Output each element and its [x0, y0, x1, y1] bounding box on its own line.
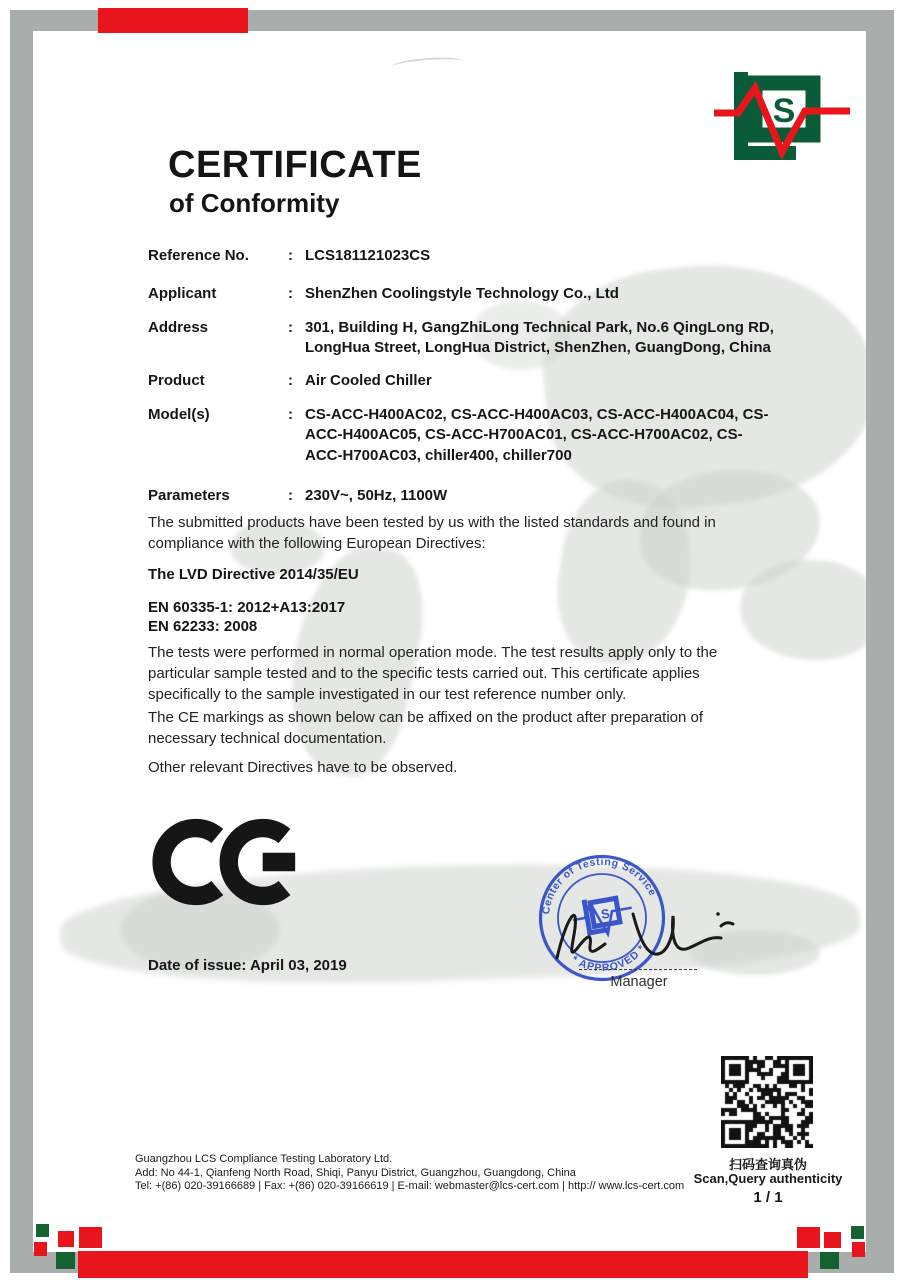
stamp-top-text: Center of Testing Service: [540, 855, 659, 916]
paragraph-ce-markings: The CE markings as shown below can be affixed on the product after preparation of necessary technical documentation.: [148, 709, 704, 747]
field-row-reference: [148, 246, 776, 266]
certificate-subtitle: of Conformity: [169, 188, 340, 218]
paragraph-intro: The submitted products have been tested by us with the listed standards and found in compliance with the following European Directives:: [148, 514, 716, 552]
ce-mark-icon: [146, 810, 298, 919]
field-label: Applicant: [148, 285, 217, 302]
field-row-product: [148, 371, 776, 391]
directive-line: The LVD Directive 2014/35/EU: [148, 566, 359, 583]
signature-line: [579, 969, 697, 970]
paragraph-tests: The tests were performed in normal operation mode. The test results apply only to the particular sample tested and to the specific tests carried out. This certificate applies specifically to the sample investigated in our test reference number only.: [148, 644, 718, 703]
certificate-title: CERTIFICATE: [168, 144, 422, 186]
field-row-models: [148, 405, 776, 466]
field-label: Model(s): [148, 406, 210, 423]
qr-caption-english: Scan,Query authenticity: [693, 1171, 843, 1186]
field-value: CS-ACC-H400AC02, CS-ACC-H400AC03, CS-ACC-H400AC04, CS-ACC-H400AC05, CS-ACC-H700AC01, CS-ACC-H700AC02, CS-ACC-H700AC03, chiller400, chiller700: [305, 406, 769, 464]
deco-square: [824, 1232, 841, 1248]
field-label: Reference No.: [148, 247, 249, 264]
deco-square: [36, 1224, 49, 1237]
field-colon: :: [288, 406, 293, 423]
lcs-logo: [712, 64, 852, 166]
field-value: 230V~, 50Hz, 1100W: [305, 487, 448, 504]
field-label: Parameters: [148, 487, 230, 504]
field-row-applicant: [148, 284, 776, 304]
qr-code: [721, 1056, 813, 1148]
field-label: Product: [148, 372, 205, 389]
standard-line: EN 60335-1: 2012+A13:2017: [148, 599, 346, 616]
deco-square: [852, 1242, 865, 1257]
field-colon: :: [288, 372, 293, 389]
date-of-issue: Date of issue: April 03, 2019: [148, 957, 347, 974]
deco-square: [34, 1242, 47, 1256]
field-value: 301, Building H, GangZhiLong Technical Park, No.6 QingLong RD, LongHua Street, LongHua District, ShenZhen, GuangDong, China: [305, 319, 774, 357]
deco-square: [797, 1227, 820, 1248]
frame-left: [10, 10, 33, 1273]
qr-caption-chinese: 扫码查询真伪: [728, 1157, 807, 1172]
field-row-parameters: [148, 486, 776, 506]
footer-contacts: Tel: +(86) 020-39166689 | Fax: +(86) 020-39166619 | E-mail: webmaster@lcs-cert.com | http:// www.lcs-cert.com: [135, 1180, 685, 1192]
frame-red-accent-top: [98, 8, 248, 33]
field-value: Air Cooled Chiller: [305, 372, 432, 389]
field-value: ShenZhen Coolingstyle Technology Co., Ltd: [305, 285, 619, 302]
field-colon: :: [288, 247, 293, 264]
deco-square: [56, 1252, 75, 1269]
field-row-address: [148, 318, 776, 359]
logo-letter: S: [772, 92, 796, 130]
paragraph-other-directives: Other relevant Directives have to be observed.: [148, 759, 458, 776]
field-colon: :: [288, 285, 293, 302]
standard-line: EN 62233: 2008: [148, 618, 258, 635]
deco-square: [820, 1252, 839, 1269]
frame-right: [866, 10, 894, 1273]
field-label: Address: [148, 319, 209, 336]
footer-address: Add: No 44-1, Qianfeng North Road, Shiqi, Panyu District, Guangzhou, Guangdong, China: [135, 1166, 576, 1179]
deco-square: [851, 1226, 864, 1239]
deco-square: [79, 1227, 102, 1248]
stamp-logo-letter: S: [599, 905, 611, 922]
field-colon: :: [288, 487, 293, 504]
field-value: LCS181121023CS: [305, 247, 431, 264]
footer: [135, 1153, 695, 1194]
deco-square: [58, 1231, 74, 1247]
frame-red-accent-bottom: [78, 1251, 808, 1278]
stamp-bottom-text: * APPROVED *: [569, 942, 649, 975]
page-number: 1 / 1: [753, 1189, 783, 1206]
footer-company: Guangzhou LCS Compliance Testing Laboratory Ltd.: [135, 1153, 393, 1165]
field-colon: :: [288, 319, 293, 336]
signer-title: Manager: [610, 974, 668, 990]
